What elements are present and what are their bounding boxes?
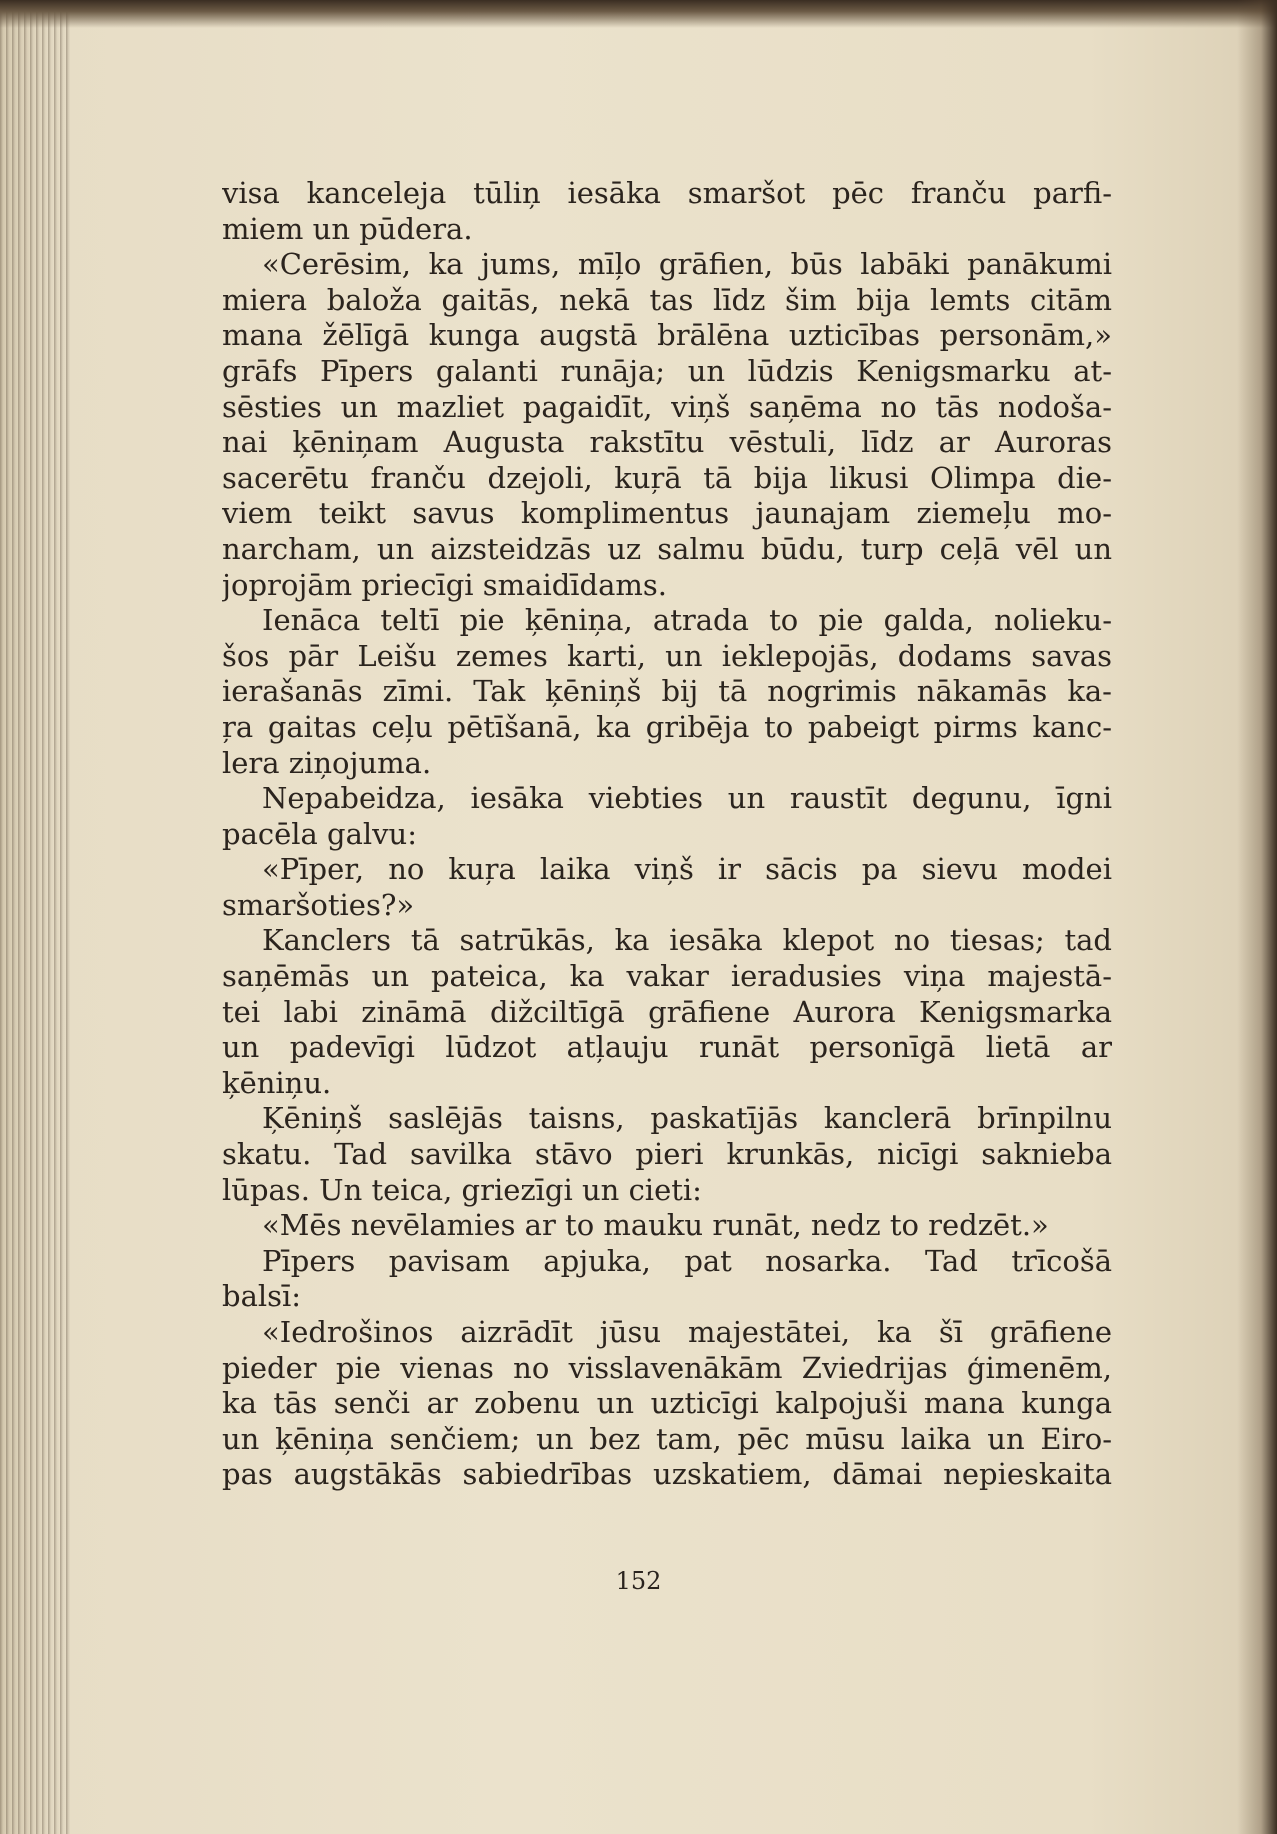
text-line: un ķēniņa senčiem; un bez tam, pēc mūsu laika un Eiro- bbox=[222, 1421, 1112, 1456]
text-line: ka tās senči ar zobenu un uzticīgi kalpojuši mana kunga bbox=[222, 1386, 1112, 1421]
text-line: «Pīper, no kuŗa laika viņš ir sācis pa sievu modei bbox=[262, 852, 1112, 887]
text-line: Kanclers tā satrūkās, ka iesāka klepot no tiesas; tad bbox=[262, 923, 1112, 958]
text-line: lūpas. Un teica, griezīgi un cieti: bbox=[222, 1172, 702, 1207]
text-line: lera ziņojuma. bbox=[222, 745, 432, 780]
right-page-edge bbox=[1237, 0, 1277, 1834]
text-line: «Mēs nevēlamies ar to mauku runāt, nedz to redzēt.» bbox=[262, 1208, 1049, 1243]
text-line: Pīpers pavisam apjuka, pat nosarka. Tad trīcošā bbox=[262, 1243, 1112, 1278]
text-line: pas augstākās sabiedrības uzskatiem, dāmai nepieskaita bbox=[222, 1457, 1112, 1492]
text-line: pieder pie vienas no visslavenākām Zviedrijas ģimenēm, bbox=[222, 1350, 1112, 1385]
text-line: šos pār Leišu zemes karti, un ieklepojās, dodams savas bbox=[222, 638, 1112, 673]
text-line: narcham, un aizsteidzās uz salmu būdu, turp ceļā vēl un bbox=[222, 531, 1112, 566]
text-line: smaršoties?» bbox=[222, 887, 415, 922]
text-line: «Iedrošinos aizrādīt jūsu majestātei, ka šī grāfiene bbox=[262, 1315, 1112, 1349]
text-line: viem teikt savus komplimentus jaunajam ziemeļu mo- bbox=[222, 496, 1112, 531]
text-line: Ienāca teltī pie ķēniņa, atrada to pie galda, nolieku- bbox=[262, 603, 1112, 638]
text-line: ierašanās zīmi. Tak ķēniņš bij tā nogrimis nākamās ka- bbox=[222, 674, 1112, 709]
body-text bbox=[222, 176, 1112, 1493]
text-line: balsī: bbox=[222, 1279, 302, 1314]
text-line: grāfs Pīpers galanti runāja; un lūdzis Kenigsmarku at- bbox=[222, 353, 1112, 388]
text-line: Nepabeidza, iesāka viebties un raustīt degunu, īgni bbox=[262, 781, 1112, 816]
top-page-edge bbox=[0, 0, 1277, 28]
text-line: tei labi zināmā dižciltīgā grāfiene Aurora Kenigsmarka bbox=[222, 994, 1112, 1029]
text-line: nai ķēniņam Augusta rakstītu vēstuli, līdz ar Auroras bbox=[222, 425, 1112, 460]
text-line: skatu. Tad savilka stāvo pieri krunkās, nicīgi saknieba bbox=[222, 1137, 1112, 1172]
text-line: pacēla galvu: bbox=[222, 816, 417, 851]
text-line: sēsties un mazliet pagaidīt, viņš saņēma no tās nodoša- bbox=[222, 389, 1112, 424]
text-line: joprojām priecīgi smaidīdams. bbox=[222, 567, 668, 602]
text-line: mana žēlīgā kunga augstā brālēna uzticības personām,» bbox=[222, 318, 1112, 353]
text-line: Ķēniņš saslējās taisns, paskatījās kanclerā brīnpilnu bbox=[262, 1101, 1112, 1136]
page-number: 152 bbox=[615, 1567, 662, 1595]
text-line: ŗa gaitas ceļu pētīšanā, ka gribēja to pabeigt pirms kanc- bbox=[222, 709, 1112, 744]
text-line: visa kanceleja tūliņ iesāka smaršot pēc franču parfi- bbox=[222, 176, 1112, 210]
text-line: saņēmās un pateica, ka vakar ieradusies viņa majestā- bbox=[222, 959, 1112, 994]
text-line: miera baloža gaitās, nekā tas līdz šim bija lemts citām bbox=[222, 282, 1112, 317]
text-line: miem un pūdera. bbox=[222, 211, 473, 246]
text-line: un padevīgi lūdzot atļauju runāt personīgā lietā ar bbox=[222, 1030, 1112, 1065]
text-line: sacerētu franču dzejoli, kuŗā tā bija likusi Olimpa die- bbox=[222, 460, 1112, 495]
text-line: ķēniņu. bbox=[222, 1065, 332, 1100]
text-line: «Cerēsim, ka jums, mīļo grāfien, būs labāki panākumi bbox=[262, 247, 1112, 282]
page-stack-edge bbox=[0, 0, 70, 1834]
